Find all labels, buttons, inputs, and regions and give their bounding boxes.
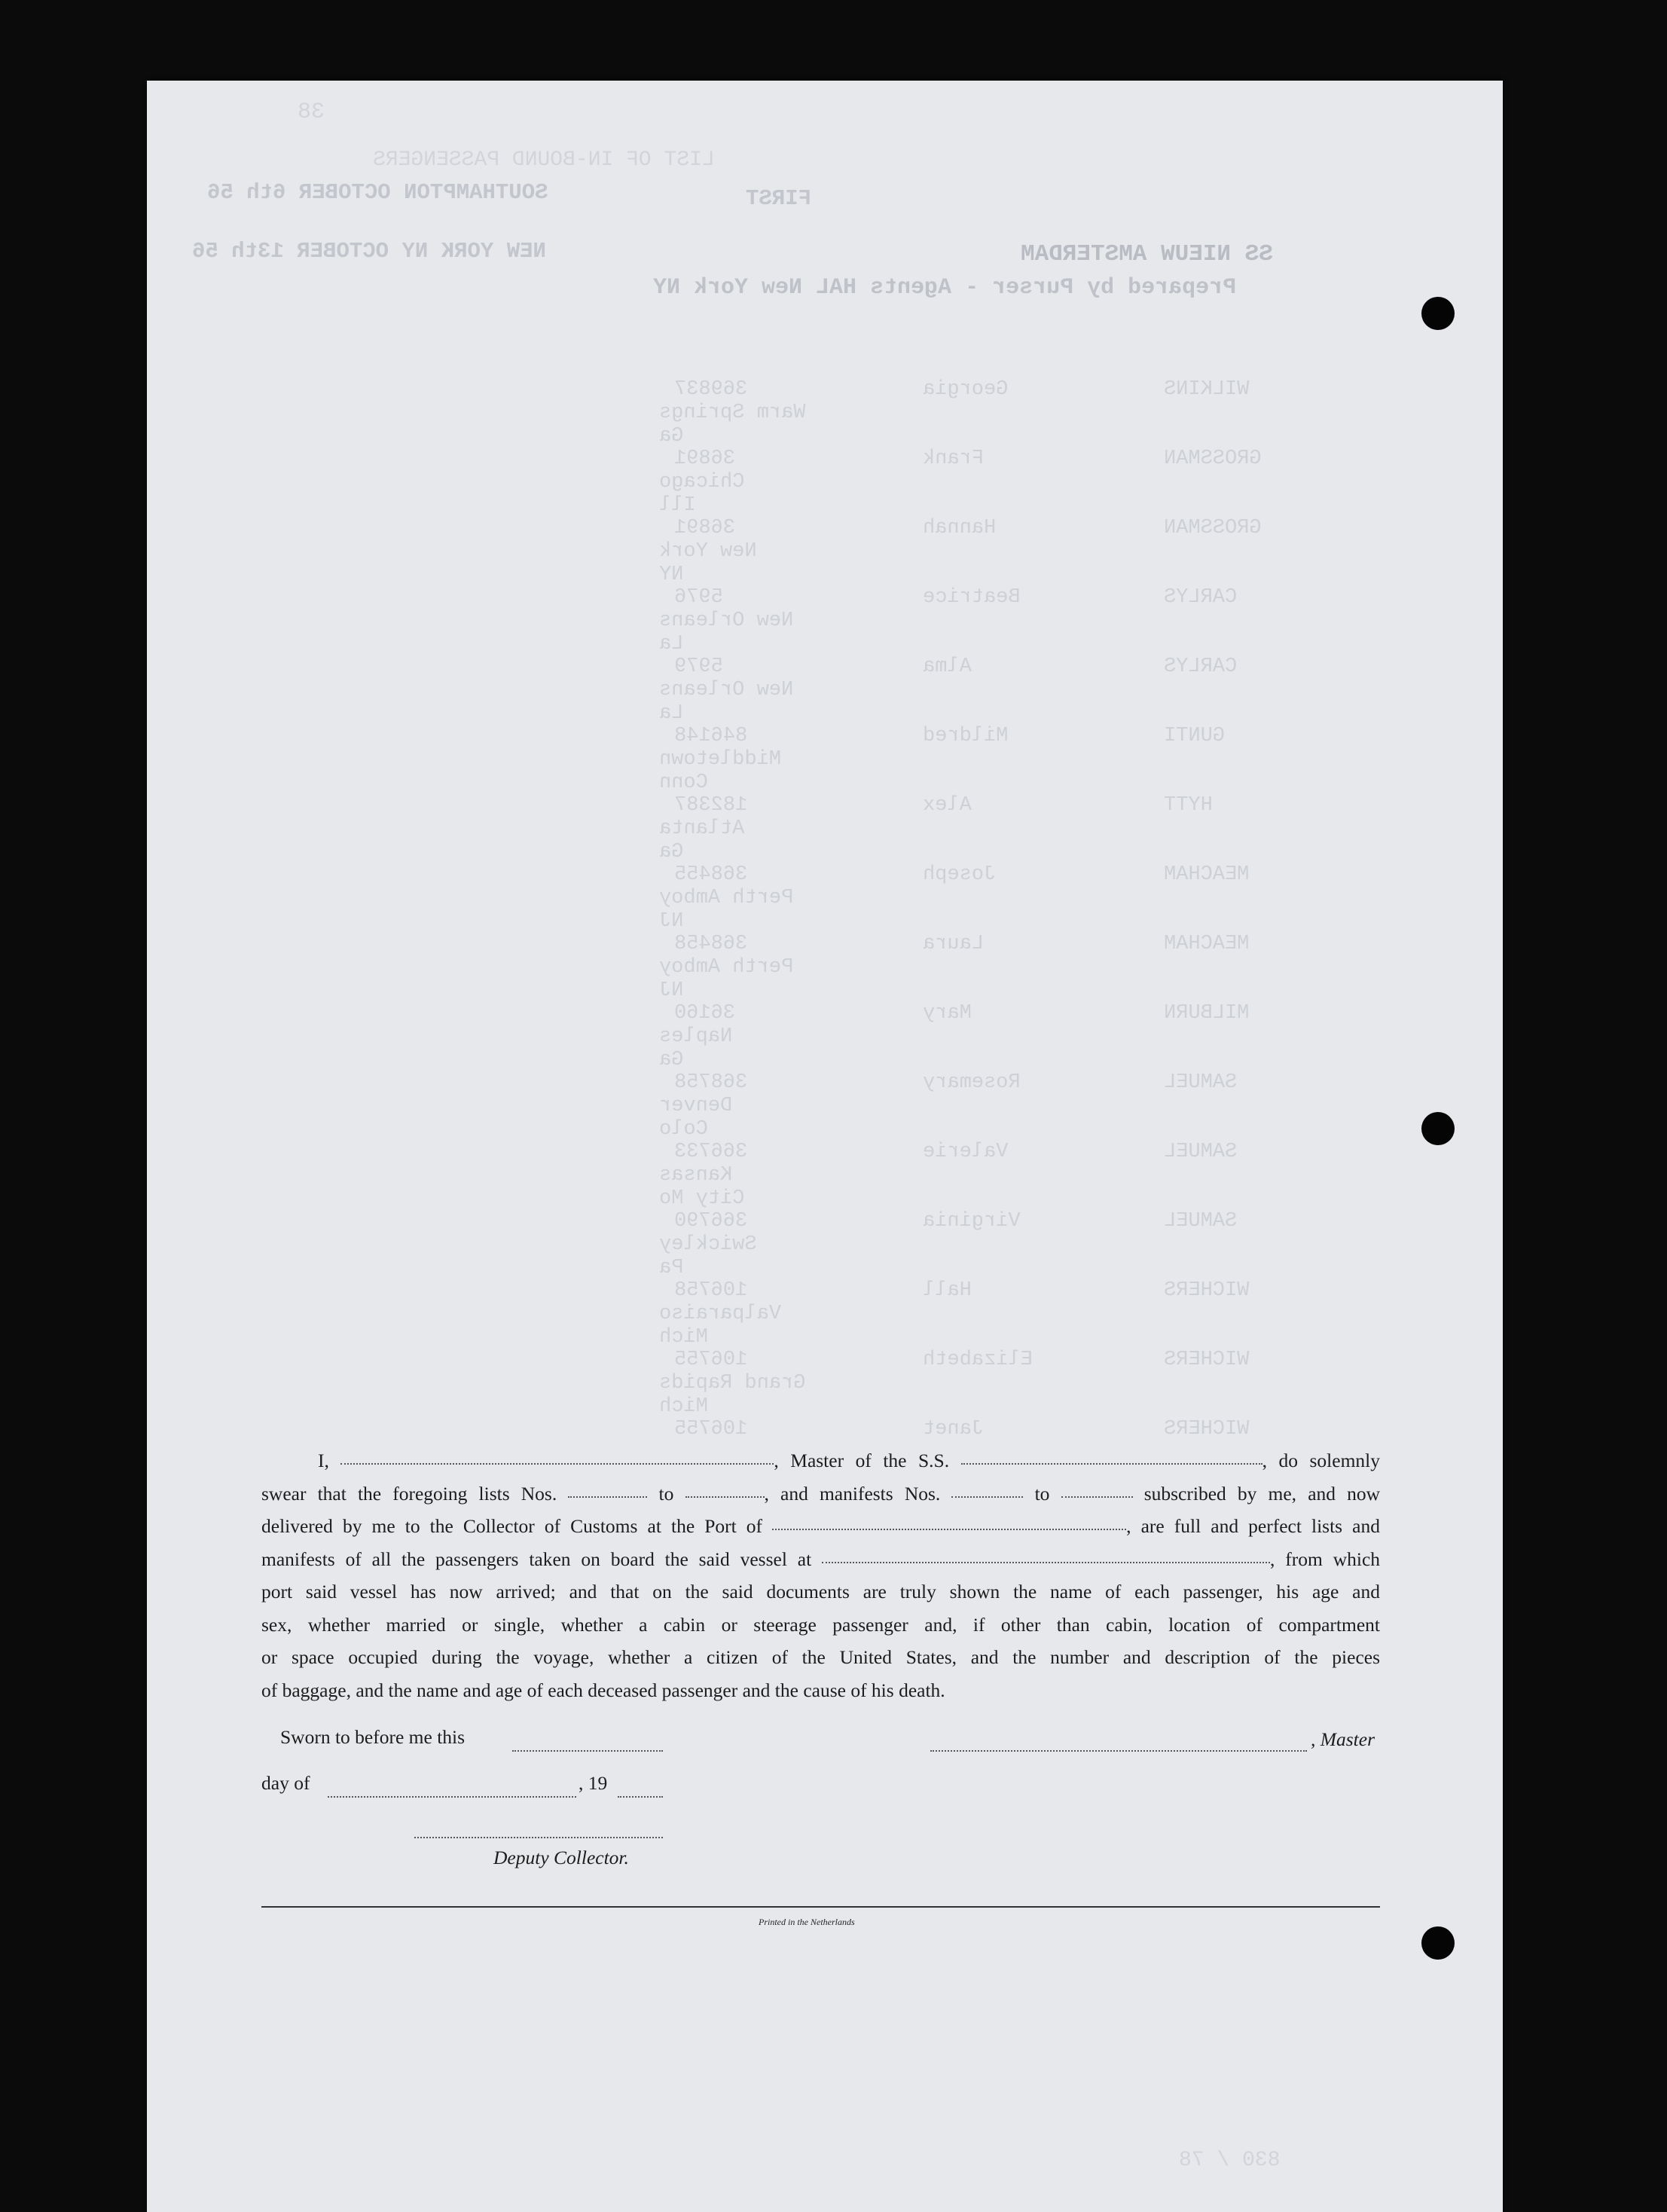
bleed-passenger-detail: Kansas [659, 1164, 733, 1187]
bleed-passenger-detail: 368455 [674, 863, 748, 886]
bleed-passenger-detail: NJ [659, 979, 684, 1002]
bleed-surname: HYTT [1164, 794, 1213, 817]
bleed-class: FIRST [746, 186, 812, 211]
bleed-passenger-detail: Valparaiso [659, 1303, 782, 1325]
ship-name-blank[interactable] [961, 1462, 1262, 1465]
bleed-passenger-detail: 106758 [674, 1279, 748, 1302]
bleed-prepared-by: Prepared by Purser - Agents HAL New York NY [653, 275, 1237, 301]
master-signature-line[interactable] [930, 1749, 1307, 1752]
oath-line-4: manifests of all the passengers taken on board the said vessel at , from which [261, 1547, 1381, 1570]
bleed-surname: SAMUEL [1164, 1071, 1238, 1094]
bleed-passenger-detail: City Mo [659, 1187, 745, 1210]
bleed-surname: CARLYS [1164, 655, 1238, 678]
bleed-given-name: Mary [923, 1002, 972, 1025]
master-name-blank[interactable] [340, 1462, 774, 1465]
bleed-passenger-detail: Chicago [659, 471, 745, 493]
oath-line-1: I, , Master of the S.S. , do solemnly [318, 1450, 1381, 1471]
bleed-passenger-detail: Conn [659, 771, 708, 794]
bleed-surname: MILBURN [1164, 1002, 1250, 1025]
bleed-passenger-detail: Middletown [659, 748, 782, 771]
deputy-signature-line[interactable] [414, 1836, 663, 1838]
bleed-passenger-detail: Grand Rapids [659, 1372, 806, 1395]
bleed-passenger-detail: 368758 [674, 1071, 748, 1094]
bleed-arrived: NEW YORK NY OCTOBER 13th 56 [192, 239, 546, 264]
oath-line-8: of baggage, and the name and age of each deceased passenger and the cause of his death. [261, 1679, 945, 1701]
bleed-given-name: Elizabeth [923, 1349, 1033, 1371]
lists-from-blank[interactable] [568, 1496, 647, 1498]
bleed-given-name: Joseph [923, 863, 997, 886]
printed-note: Printed in the Netherlands [759, 1917, 855, 1927]
bleed-passenger-detail: Atlanta [659, 817, 745, 840]
bottom-rule [261, 1906, 1380, 1908]
bleed-passenger-detail: 369837 [674, 378, 748, 401]
oath-line-5: port said vessel has now arrived; and that on the said documents are truly shown the name of each passenger, his age and [261, 1581, 1380, 1602]
bleed-passenger-detail: 846148 [674, 725, 748, 747]
sworn-label: Sworn to before me this [280, 1726, 466, 1748]
bleed-surname: GUNTI [1164, 725, 1226, 747]
bleed-passenger-detail: 106755 [674, 1418, 748, 1441]
punch-hole-middle [1421, 1112, 1455, 1145]
bleed-passenger-detail: 368458 [674, 933, 748, 955]
bleed-given-name: Georgia [923, 378, 1009, 401]
oath-text [261, 1444, 1380, 1706]
year-blank[interactable] [618, 1795, 663, 1798]
bleed-surname: MEACHAM [1164, 863, 1250, 886]
bleed-given-name: Hall [923, 1279, 972, 1302]
bleed-given-name: Alex [923, 794, 972, 817]
bleed-passenger-detail: Mich [659, 1395, 708, 1418]
bleed-passenger-detail: Warm Springs [659, 402, 806, 424]
day-of-label: day of [261, 1772, 310, 1794]
bleed-given-name: Valerie [923, 1141, 1009, 1163]
bleed-given-name: Virginia [923, 1210, 1021, 1233]
departure-port-blank[interactable] [822, 1561, 1270, 1563]
bleed-surname: WICHERS [1164, 1418, 1250, 1441]
bleed-sailed: SOUTHAMPTON OCTOBER 6th 56 [207, 180, 548, 205]
bleed-passenger-detail: NY [659, 564, 684, 586]
bleed-surname: GROSSMAN [1164, 517, 1262, 539]
bleed-passenger-detail: La [659, 633, 684, 655]
bleed-passenger-detail: NJ [659, 910, 684, 933]
punch-hole-top [1421, 297, 1455, 330]
bleed-passenger-detail: 36891 [674, 448, 736, 470]
bleed-passenger-detail: Swickley [659, 1233, 757, 1256]
bleed-passenger-detail: 5976 [674, 586, 723, 609]
bleed-ship-name: SS NIEUW AMSTERDAM [1021, 241, 1273, 267]
bleed-passenger-detail: 182387 [674, 794, 748, 817]
manifests-from-blank[interactable] [951, 1496, 1023, 1498]
bleed-surname: CARLYS [1164, 586, 1238, 609]
bleed-given-name: Hannah [923, 517, 997, 539]
bleed-surname: SAMUEL [1164, 1210, 1238, 1233]
bleed-passenger-detail: Denver [659, 1095, 733, 1117]
bleed-passenger-detail: Colo [659, 1118, 708, 1141]
bleed-passenger-detail: 366790 [674, 1210, 748, 1233]
bleed-page-number: 38 [298, 99, 325, 125]
bleed-passenger-detail: Naples [659, 1025, 733, 1048]
bleed-passenger-detail: 5979 [674, 655, 723, 678]
oath-line-7: or space occupied during the voyage, whether a citizen of the United States, and the number and description of the pieces [261, 1646, 1380, 1668]
bleed-given-name: Mildred [923, 725, 1009, 747]
bleed-passenger-detail: 366733 [674, 1141, 748, 1163]
manifests-to-blank[interactable] [1061, 1496, 1133, 1498]
lists-to-blank[interactable] [685, 1496, 765, 1498]
bleed-passenger-detail: Pa [659, 1257, 684, 1279]
deputy-collector-label: Deputy Collector. [493, 1847, 629, 1868]
bleed-passenger-detail: New Orleans [659, 610, 794, 632]
bleed-passenger-detail: New Orleans [659, 679, 794, 701]
bleed-given-name: Janet [923, 1418, 985, 1441]
bleed-footer-number: 830 / 78 [1179, 2149, 1281, 2172]
punch-hole-bottom [1421, 1926, 1455, 1960]
bleed-surname: WICHERS [1164, 1349, 1250, 1371]
bleed-passenger-detail: Perth Amboy [659, 956, 794, 979]
bleed-passenger-detail: Ga [659, 425, 684, 448]
oath-line-3: delivered by me to the Collector of Customs at the Port of , are full and perfect lists and [261, 1515, 1380, 1537]
month-blank[interactable] [328, 1795, 576, 1798]
bleed-given-name: Beatrice [923, 586, 1021, 609]
year-label: , 19 [579, 1772, 608, 1794]
bleed-given-name: Laura [923, 933, 985, 955]
bleed-passenger-detail: 106755 [674, 1349, 748, 1371]
bleed-passenger-detail: Ill [659, 494, 696, 517]
port-blank[interactable] [772, 1528, 1126, 1530]
bleed-given-name: Rosemary [923, 1071, 1021, 1094]
bleed-surname: WILKINS [1164, 378, 1250, 401]
sworn-day-blank[interactable] [512, 1749, 663, 1752]
bleed-passenger-detail: 36160 [674, 1002, 736, 1025]
oath-line-2: swear that the foregoing lists Nos. to , and manifests Nos. to subscribed by me, and now [261, 1482, 1381, 1505]
bleed-passenger-detail: 36891 [674, 517, 736, 539]
oath-line-6: sex, whether married or single, whether a cabin or steerage passenger and, if other than cabin, location of compartment [261, 1613, 1380, 1636]
bleed-surname: SAMUEL [1164, 1141, 1238, 1163]
bleed-surname: MEACHAM [1164, 933, 1250, 955]
bleed-passenger-detail: Ga [659, 1049, 684, 1071]
bleed-list-header: LIST OF IN-BOUND PASSENGERS [373, 148, 715, 172]
master-label: , Master [1311, 1728, 1375, 1750]
bleed-given-name: Frank [923, 448, 985, 470]
bleed-passenger-detail: New York [659, 540, 757, 563]
bleed-passenger-detail: Ga [659, 841, 684, 863]
bleed-given-name: Alma [923, 655, 972, 678]
bleed-passenger-detail: Perth Amboy [659, 887, 794, 909]
bleed-surname: WICHERS [1164, 1279, 1250, 1302]
bleed-passenger-detail: Mich [659, 1326, 708, 1349]
document-page [147, 81, 1503, 2212]
bleed-passenger-detail: La [659, 702, 684, 725]
bleed-surname: GROSSMAN [1164, 448, 1262, 470]
